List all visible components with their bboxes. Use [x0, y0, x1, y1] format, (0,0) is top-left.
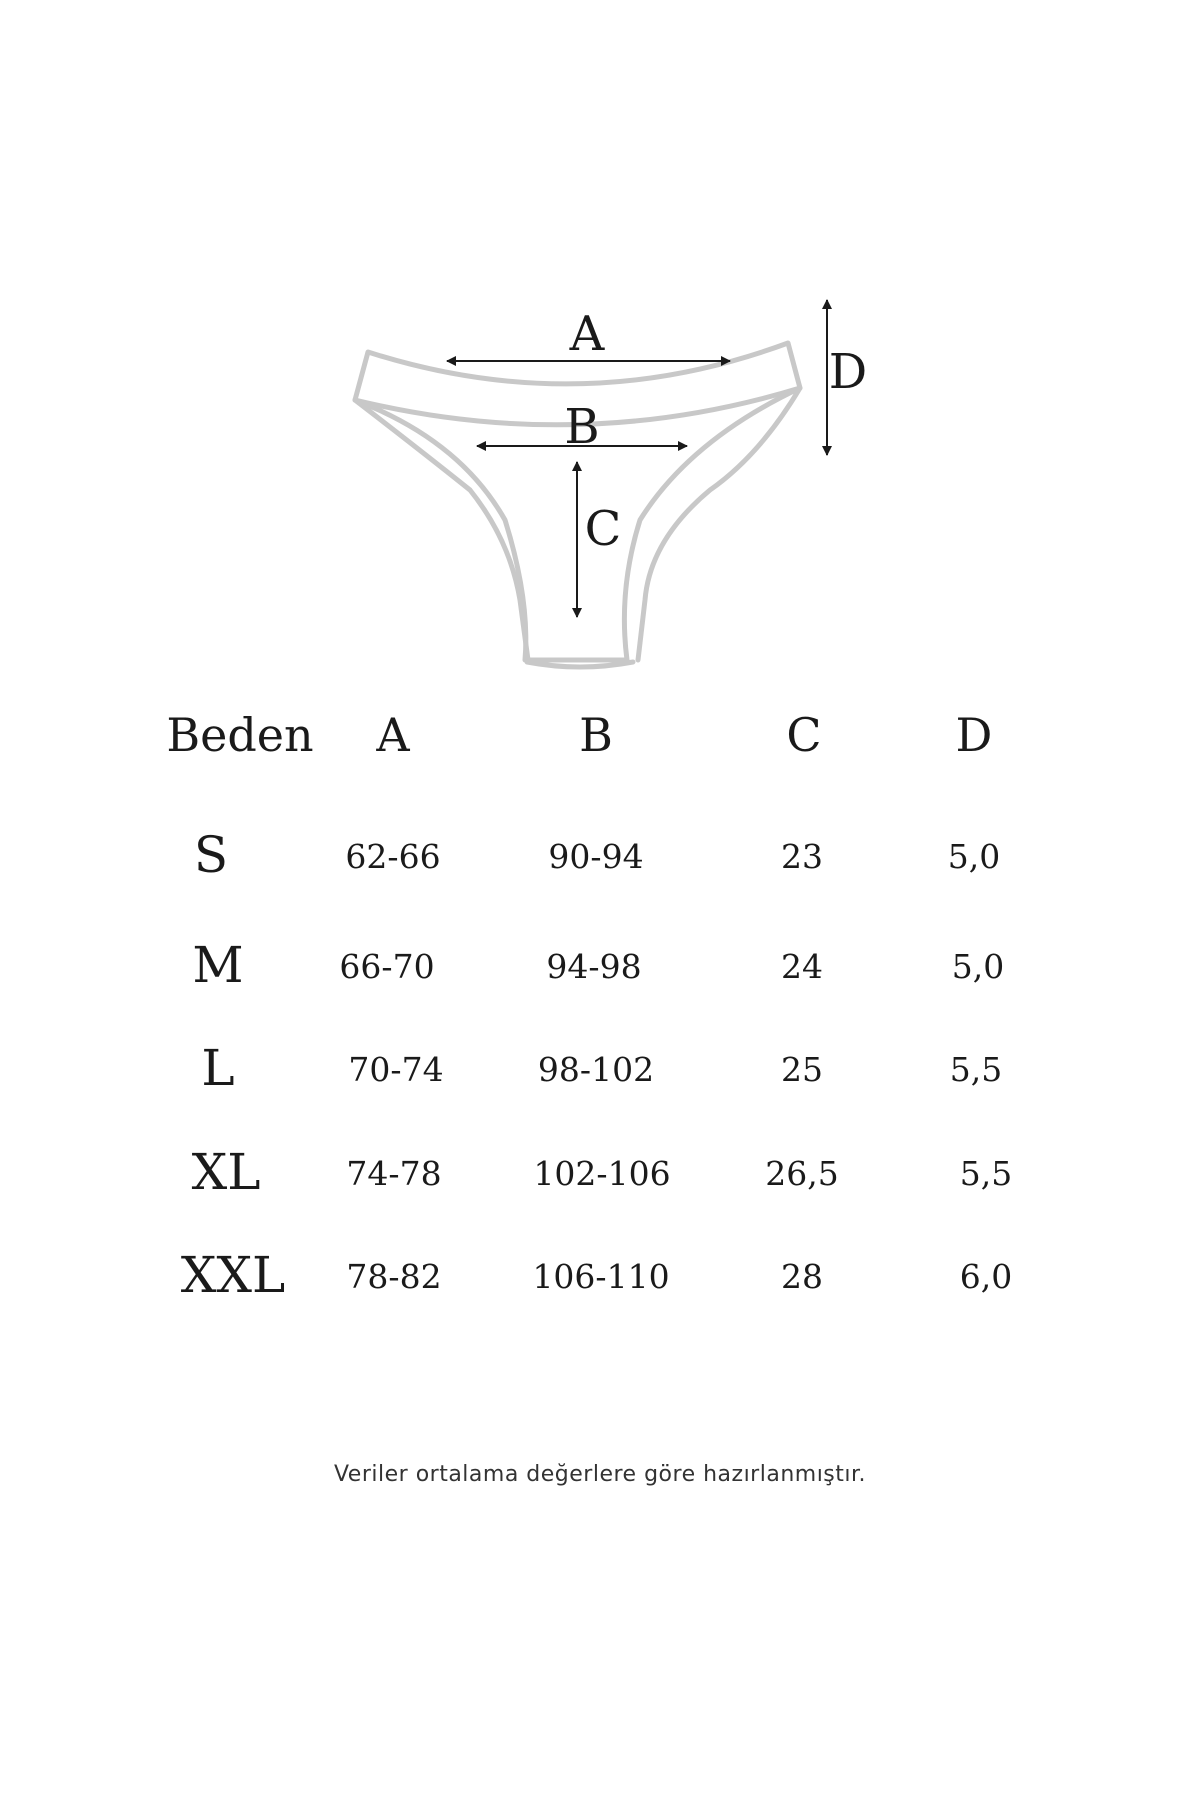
row-xl-b: 102-106	[533, 1154, 671, 1193]
row-m-d: 5,0	[951, 947, 1005, 986]
row-xxl-c: 28	[781, 1257, 823, 1296]
footnote: Veriler ortalama değerlere göre hazırlanmıştır.	[333, 1462, 867, 1487]
row-xxl-d: 6,0	[959, 1257, 1013, 1296]
row-s-d: 5,0	[947, 837, 1001, 876]
row-s-b: 90-94	[548, 837, 644, 876]
label-b: B	[564, 399, 600, 455]
row-xl-a: 74-78	[346, 1154, 442, 1193]
row-l-size: L	[201, 1039, 235, 1097]
row-l-b: 98-102	[537, 1050, 655, 1089]
label-c: C	[584, 501, 622, 557]
row-xl-d: 5,5	[959, 1154, 1013, 1193]
header-a: A	[376, 708, 410, 762]
row-l-a: 70-74	[348, 1050, 444, 1089]
label-d: D	[828, 344, 868, 400]
header-b: B	[579, 708, 613, 762]
row-s-a: 62-66	[345, 837, 441, 876]
row-xl-size: XL	[191, 1143, 261, 1201]
header-beden: Beden	[166, 708, 314, 762]
row-xxl-b: 106-110	[532, 1257, 670, 1296]
label-a: A	[569, 306, 605, 362]
row-m-b: 94-98	[546, 947, 642, 986]
row-xxl-a: 78-82	[346, 1257, 442, 1296]
row-m-size: M	[192, 936, 244, 994]
row-xl-c: 26,5	[765, 1154, 839, 1193]
row-s-size: S	[193, 826, 229, 884]
row-s-c: 23	[781, 837, 823, 876]
header-c: C	[786, 708, 822, 762]
measurement-diagram	[0, 0, 1200, 720]
header-d: D	[955, 708, 993, 762]
row-xxl-size: XXL	[180, 1246, 286, 1304]
row-m-c: 24	[781, 947, 823, 986]
row-m-a: 66-70	[339, 947, 435, 986]
row-l-d: 5,5	[949, 1050, 1003, 1089]
row-l-c: 25	[781, 1050, 823, 1089]
